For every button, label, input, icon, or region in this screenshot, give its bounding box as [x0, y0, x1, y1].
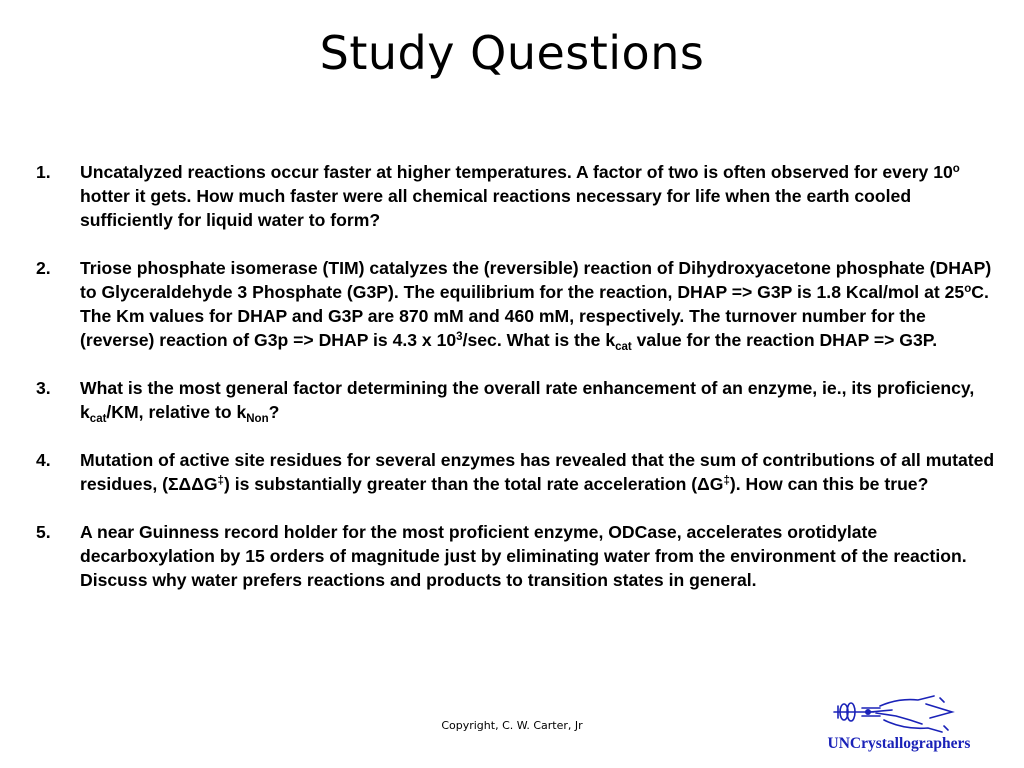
slide-title: Study Questions [319, 26, 705, 80]
question-text: A near Guinness record holder for the most proficient enzyme, ODCase, accelerates orotidylate decarboxylation by 15 orders of magnitude just by eliminating water from the environment of the reaction. Discuss why water prefers reactions and products to transition states in general. [80, 522, 967, 590]
question-4 [36, 448, 996, 496]
question-text: Mutation of active site residues for several enzymes has revealed that the sum of contributions of all mutated residues, (ΣΔΔG‡) is substantially greater than the total rate acceleration (ΔG‡). How can this be true? [80, 450, 995, 494]
question-number: 3. [36, 378, 51, 398]
logo-text: UNCrystallographers [827, 735, 971, 752]
question-text: Triose phosphate isomerase (TIM) catalyzes the (reversible) reaction of Dihydroxyacetone phosphate (DHAP) to Glyceraldehyde 3 Phosphate (G3P). The equilibrium for the reaction, DHAP => G3P is 1.8 Kcal/mol at 25$^o$C. The Km values for DHAP and G3P are 870 mM and 460 mM, respectively. The turnover number for the (reverse) reaction of G3p => DHAP is 4.3 x $10^3/\sec$. What is the $k_{cat}$ value for the reaction DHAP => G3P. [80, 258, 992, 353]
question-2 [36, 256, 996, 352]
question-text: What is the most general factor determining the overall rate enhancement of an enzyme, ie., its proficiency, $k_{cat}/KM$, relative to $k_{Non}$? [80, 378, 975, 425]
uncrystallographers-logo-icon [830, 692, 956, 736]
question-5 [36, 520, 996, 592]
uncrystallographers-logo [827, 692, 971, 752]
study-questions-list [36, 160, 996, 616]
question-number: 2. [36, 258, 51, 278]
question-1 [36, 160, 996, 232]
copyright-notice: Copyright, C. W. Carter, Jr [441, 719, 583, 732]
question-text: Uncatalyzed reactions occur faster at higher temperatures. A factor of two is often observed for every 10$^o$ hotter it gets. How much faster were all chemical reactions necessary for life when the earth cooled sufficiently for liquid water to form? [80, 162, 960, 230]
question-number: 4. [36, 450, 51, 470]
question-number: 5. [36, 522, 51, 542]
question-3 [36, 376, 996, 424]
question-number: 1. [36, 162, 51, 182]
